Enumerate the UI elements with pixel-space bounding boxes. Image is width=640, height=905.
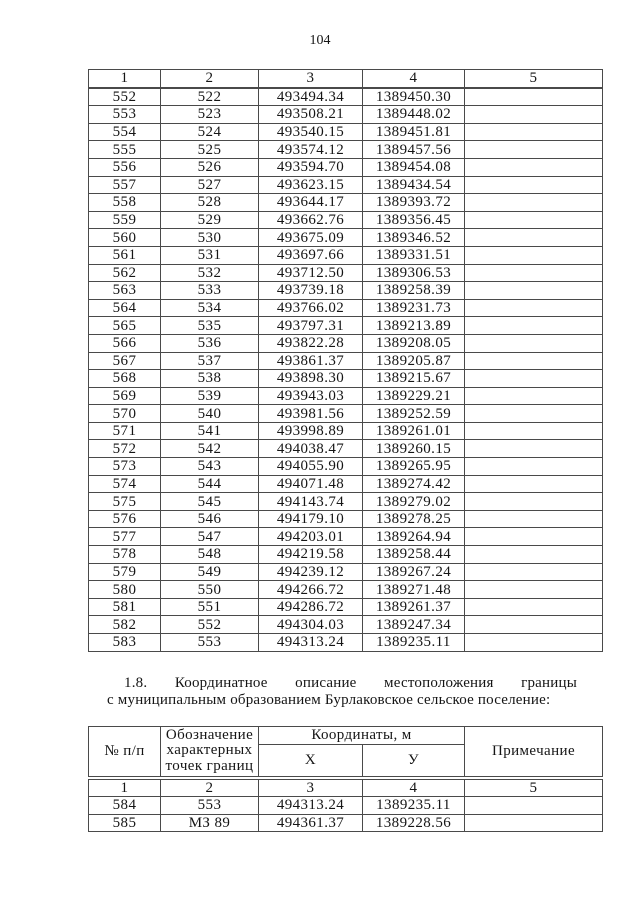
table-cell: 1389450.30 [363, 88, 465, 106]
table-cell [465, 88, 603, 106]
table-row [89, 282, 603, 300]
table-cell: 577 [89, 528, 161, 546]
table-cell: 549 [161, 563, 259, 581]
table-cell [465, 440, 603, 458]
table-cell: МЗ 89 [161, 814, 259, 832]
table-cell: 1389274.42 [363, 475, 465, 493]
table-cell [465, 352, 603, 370]
table-cell: 1389235.11 [363, 797, 465, 815]
table-cell [465, 229, 603, 247]
table-cell [465, 581, 603, 599]
table-cell: 1389252.59 [363, 405, 465, 423]
table-cell: 1389451.81 [363, 123, 465, 141]
table-cell [465, 616, 603, 634]
coordinate-table-2 [88, 726, 603, 833]
column-number-cell: 4 [363, 778, 465, 797]
table-cell: 576 [89, 510, 161, 528]
coordinate-table-1-body [89, 70, 603, 652]
table-row [89, 334, 603, 352]
column-number-cell: 2 [161, 70, 259, 88]
table-cell: 1389264.94 [363, 528, 465, 546]
table-row [89, 797, 603, 815]
table-cell: 553 [161, 797, 259, 815]
table-row [89, 88, 603, 106]
table-row [89, 176, 603, 194]
table-cell: 493861.37 [259, 352, 363, 370]
coordinate-table-1 [88, 69, 603, 652]
table-cell [465, 493, 603, 511]
table-row [89, 211, 603, 229]
column-number-row [89, 778, 603, 797]
table-cell: 528 [161, 194, 259, 212]
table-row [89, 387, 603, 405]
table-cell: 557 [89, 176, 161, 194]
table-cell: 494038.47 [259, 440, 363, 458]
table-cell [465, 282, 603, 300]
table-cell: 533 [161, 282, 259, 300]
table-cell: 581 [89, 598, 161, 616]
table-cell: 554 [89, 123, 161, 141]
table-row [89, 563, 603, 581]
table-header-row [89, 726, 603, 744]
table-cell: 553 [161, 634, 259, 652]
table-cell: 544 [161, 475, 259, 493]
table-row [89, 422, 603, 440]
table-cell: 583 [89, 634, 161, 652]
table-cell: 531 [161, 246, 259, 264]
table-row [89, 440, 603, 458]
table-row [89, 106, 603, 124]
table-cell: 493675.09 [259, 229, 363, 247]
table-row [89, 510, 603, 528]
header-coordinates: Координаты, м [259, 726, 465, 744]
table-row [89, 598, 603, 616]
table-row [89, 475, 603, 493]
table-cell: 1389258.39 [363, 282, 465, 300]
table-cell: 524 [161, 123, 259, 141]
table-cell: 538 [161, 370, 259, 388]
table-row [89, 141, 603, 159]
table-cell [465, 334, 603, 352]
table-cell: 572 [89, 440, 161, 458]
table-cell: 558 [89, 194, 161, 212]
table-row [89, 493, 603, 511]
table-row [89, 246, 603, 264]
table-cell: 1389265.95 [363, 458, 465, 476]
table-cell [465, 106, 603, 124]
table-cell: 551 [161, 598, 259, 616]
table-cell: 550 [161, 581, 259, 599]
table-row [89, 352, 603, 370]
table-cell [465, 598, 603, 616]
table-cell: 493739.18 [259, 282, 363, 300]
table-row [89, 158, 603, 176]
header-num: № п/п [89, 726, 161, 778]
table-cell: 569 [89, 387, 161, 405]
table-row [89, 264, 603, 282]
table-cell: 552 [161, 616, 259, 634]
table-cell [465, 405, 603, 423]
table-cell: 1389306.53 [363, 264, 465, 282]
table-cell: 494071.48 [259, 475, 363, 493]
table-cell: 526 [161, 158, 259, 176]
table-cell: 532 [161, 264, 259, 282]
column-number-cell: 4 [363, 70, 465, 88]
table-cell: 566 [89, 334, 161, 352]
table-cell: 546 [161, 510, 259, 528]
table-cell: 1389356.45 [363, 211, 465, 229]
table-cell [465, 370, 603, 388]
table-cell: 493508.21 [259, 106, 363, 124]
table-row [89, 317, 603, 335]
table-cell: 552 [89, 88, 161, 106]
table-cell: 525 [161, 141, 259, 159]
table-cell: 494304.03 [259, 616, 363, 634]
table-cell: 584 [89, 797, 161, 815]
table-cell: 1389346.52 [363, 229, 465, 247]
table-cell [465, 211, 603, 229]
table-cell: 567 [89, 352, 161, 370]
table-row [89, 194, 603, 212]
table-cell: 527 [161, 176, 259, 194]
table-cell: 553 [89, 106, 161, 124]
table-cell [465, 475, 603, 493]
table-cell: 1389258.44 [363, 546, 465, 564]
table-cell: 522 [161, 88, 259, 106]
table-cell: 494313.24 [259, 797, 363, 815]
table-cell: 494361.37 [259, 814, 363, 832]
section-heading [107, 675, 577, 710]
table-cell [465, 546, 603, 564]
table-cell: 564 [89, 299, 161, 317]
header-x: Х [259, 744, 363, 778]
table-cell: 493712.50 [259, 264, 363, 282]
table-row [89, 370, 603, 388]
table-cell: 1389434.54 [363, 176, 465, 194]
section-heading-line1: 1.8. Координатное описание местоположения границы [124, 674, 577, 691]
column-number-cell: 5 [465, 778, 603, 797]
table-row [89, 634, 603, 652]
table-cell [465, 634, 603, 652]
table-cell: 494179.10 [259, 510, 363, 528]
column-number-cell: 3 [259, 70, 363, 88]
table-cell [465, 123, 603, 141]
table-cell: 1389229.21 [363, 387, 465, 405]
table-cell [465, 194, 603, 212]
table-cell: 494286.72 [259, 598, 363, 616]
table-cell: 539 [161, 387, 259, 405]
table-cell: 1389213.89 [363, 317, 465, 335]
table-cell: 1389279.02 [363, 493, 465, 511]
table-cell: 493998.89 [259, 422, 363, 440]
table-cell: 493662.76 [259, 211, 363, 229]
table-cell: 493494.34 [259, 88, 363, 106]
table-cell [465, 510, 603, 528]
table-cell: 493981.56 [259, 405, 363, 423]
table-cell: 493766.02 [259, 299, 363, 317]
table-cell [465, 317, 603, 335]
table-row [89, 299, 603, 317]
table-row [89, 814, 603, 832]
table-cell: 1389454.08 [363, 158, 465, 176]
column-number-cell: 3 [259, 778, 363, 797]
table-cell: 1389261.01 [363, 422, 465, 440]
table-cell: 1389260.15 [363, 440, 465, 458]
table-cell: 494219.58 [259, 546, 363, 564]
table-cell: 585 [89, 814, 161, 832]
table-cell: 535 [161, 317, 259, 335]
table-cell: 1389278.25 [363, 510, 465, 528]
table-cell [465, 176, 603, 194]
table-cell: 1389261.37 [363, 598, 465, 616]
table-cell: 540 [161, 405, 259, 423]
table-cell: 580 [89, 581, 161, 599]
table-cell: 530 [161, 229, 259, 247]
table-cell: 573 [89, 458, 161, 476]
table-cell: 494055.90 [259, 458, 363, 476]
header-designation: Обозначение характерных точек границ [161, 726, 259, 778]
table-cell: 1389457.56 [363, 141, 465, 159]
table-cell: 582 [89, 616, 161, 634]
table-cell: 561 [89, 246, 161, 264]
table-cell: 494143.74 [259, 493, 363, 511]
table-cell: 556 [89, 158, 161, 176]
table-cell: 494313.24 [259, 634, 363, 652]
table-cell: 493644.17 [259, 194, 363, 212]
table-cell: 493574.12 [259, 141, 363, 159]
table-cell: 1389331.51 [363, 246, 465, 264]
table-cell [465, 158, 603, 176]
header-note: Примечание [465, 726, 603, 778]
table-row [89, 123, 603, 141]
section-heading-line2: с муниципальным образованием Бурлаковское сельское поселение: [107, 692, 551, 709]
table-cell: 541 [161, 422, 259, 440]
table-cell: 1389215.67 [363, 370, 465, 388]
table-row [89, 229, 603, 247]
table-cell: 529 [161, 211, 259, 229]
table-cell [465, 141, 603, 159]
table-cell [465, 264, 603, 282]
table-cell: 1389208.05 [363, 334, 465, 352]
table-cell: 1389393.72 [363, 194, 465, 212]
table-cell: 493943.03 [259, 387, 363, 405]
table-row [89, 581, 603, 599]
table-cell [465, 246, 603, 264]
table-cell [465, 458, 603, 476]
table-cell: 570 [89, 405, 161, 423]
table-cell [465, 797, 603, 815]
table-cell: 493594.70 [259, 158, 363, 176]
table-cell: 493797.31 [259, 317, 363, 335]
column-number-cell: 5 [465, 70, 603, 88]
table-cell: 1389228.56 [363, 814, 465, 832]
table-cell: 537 [161, 352, 259, 370]
table-cell: 568 [89, 370, 161, 388]
table-cell: 555 [89, 141, 161, 159]
table-cell: 565 [89, 317, 161, 335]
table-cell: 562 [89, 264, 161, 282]
table-cell: 547 [161, 528, 259, 546]
table-cell [465, 528, 603, 546]
table-cell: 575 [89, 493, 161, 511]
coordinate-table-2-body [89, 726, 603, 832]
table-cell [465, 299, 603, 317]
column-number-row [89, 70, 603, 88]
table-cell: 536 [161, 334, 259, 352]
table-cell: 534 [161, 299, 259, 317]
table-cell: 493623.15 [259, 176, 363, 194]
table-cell: 1389205.87 [363, 352, 465, 370]
table-row [89, 458, 603, 476]
table-cell [465, 563, 603, 581]
column-number-cell: 2 [161, 778, 259, 797]
table-cell: 542 [161, 440, 259, 458]
table-cell: 493822.28 [259, 334, 363, 352]
table-cell: 578 [89, 546, 161, 564]
table-row [89, 546, 603, 564]
table-row [89, 616, 603, 634]
table-cell: 1389235.11 [363, 634, 465, 652]
table-cell: 571 [89, 422, 161, 440]
table-cell: 1389448.02 [363, 106, 465, 124]
table-cell: 579 [89, 563, 161, 581]
table-cell: 494266.72 [259, 581, 363, 599]
table-cell: 543 [161, 458, 259, 476]
table-cell: 493540.15 [259, 123, 363, 141]
table-cell: 560 [89, 229, 161, 247]
page-number: 104 [309, 33, 331, 48]
table-cell [465, 814, 603, 832]
table-cell [465, 422, 603, 440]
table-cell: 545 [161, 493, 259, 511]
table-cell: 493697.66 [259, 246, 363, 264]
table-cell: 563 [89, 282, 161, 300]
table-cell: 494203.01 [259, 528, 363, 546]
table-cell [465, 387, 603, 405]
table-cell: 1389247.34 [363, 616, 465, 634]
table-cell: 493898.30 [259, 370, 363, 388]
table-row [89, 528, 603, 546]
table-row [89, 405, 603, 423]
table-cell: 523 [161, 106, 259, 124]
table-cell: 559 [89, 211, 161, 229]
table-cell: 574 [89, 475, 161, 493]
table-cell: 494239.12 [259, 563, 363, 581]
column-number-cell: 1 [89, 70, 161, 88]
table-cell: 1389271.48 [363, 581, 465, 599]
table-cell: 1389231.73 [363, 299, 465, 317]
table-cell: 548 [161, 546, 259, 564]
header-y: У [363, 744, 465, 778]
column-number-cell: 1 [89, 778, 161, 797]
table-cell: 1389267.24 [363, 563, 465, 581]
